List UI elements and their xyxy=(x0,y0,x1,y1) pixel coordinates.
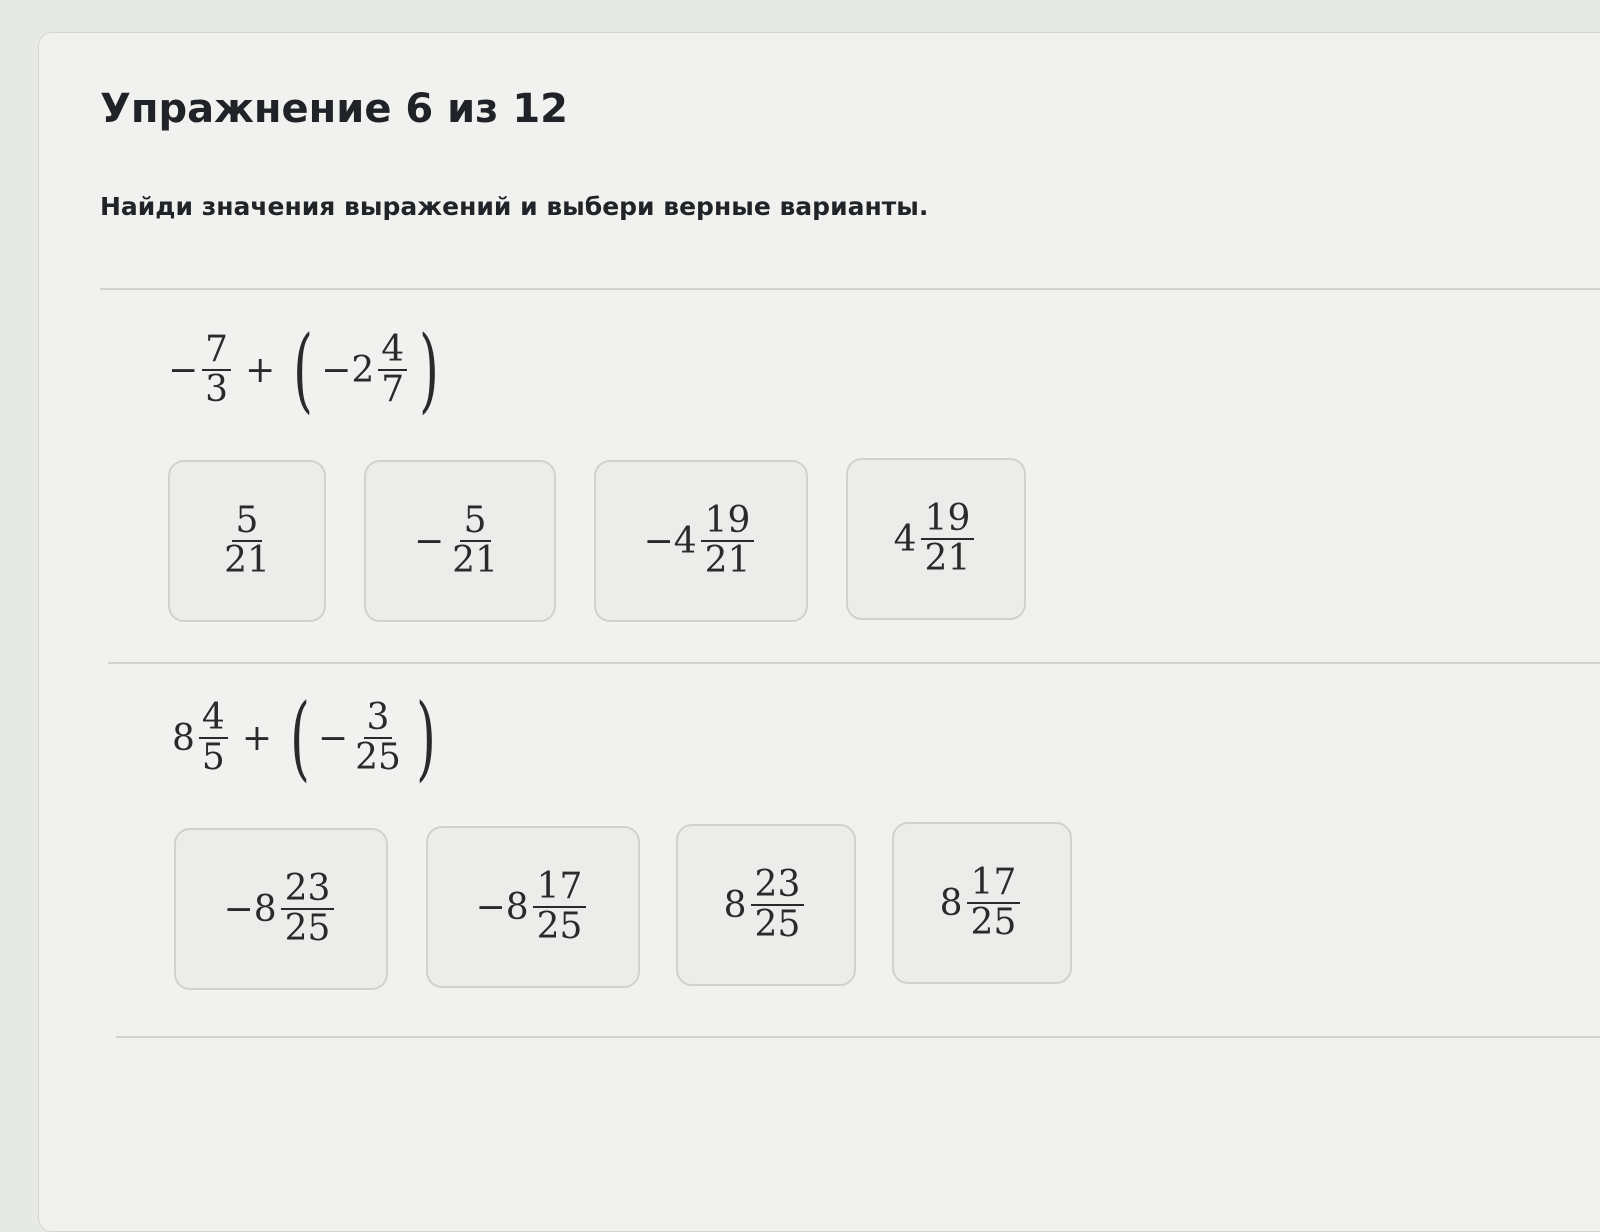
numerator: 4 xyxy=(199,699,228,739)
denominator: 21 xyxy=(224,540,270,581)
denominator: 21 xyxy=(924,538,971,579)
numerator: 7 xyxy=(202,331,231,371)
numerator: 17 xyxy=(967,864,1021,904)
option-sign: − xyxy=(414,520,445,562)
option-value xyxy=(724,866,809,944)
option-whole: 4 xyxy=(893,518,917,560)
denominator: 5 xyxy=(201,737,225,778)
fraction xyxy=(199,699,228,777)
numerator: 17 xyxy=(533,868,587,908)
exercise-title: Упражнение 6 из 12 xyxy=(100,86,569,132)
fraction xyxy=(751,866,805,944)
numerator: 23 xyxy=(281,870,335,910)
close-paren: ) xyxy=(419,316,439,423)
option-value xyxy=(414,502,506,580)
divider-bottom xyxy=(116,1036,1600,1038)
option-sign: − xyxy=(475,886,506,928)
q2-option-3[interactable] xyxy=(676,824,856,986)
option-value xyxy=(644,502,759,580)
numerator: 5 xyxy=(232,502,263,542)
fraction xyxy=(448,502,502,580)
q1-option-2[interactable] xyxy=(364,460,556,622)
q2-option-2[interactable] xyxy=(426,826,640,988)
whole-part: 8 xyxy=(172,717,195,759)
term-sign: − xyxy=(168,349,199,391)
q1-option-3[interactable] xyxy=(594,460,808,622)
denominator: 25 xyxy=(970,902,1017,943)
operator: + xyxy=(241,717,272,759)
fraction xyxy=(378,331,407,409)
fraction xyxy=(967,864,1021,942)
q1-option-4[interactable] xyxy=(846,458,1026,620)
numerator: 19 xyxy=(701,502,755,542)
option-whole: 8 xyxy=(505,886,529,928)
fraction xyxy=(533,868,587,946)
numerator: 5 xyxy=(460,502,491,542)
option-value xyxy=(476,868,591,946)
denominator: 7 xyxy=(381,369,405,410)
option-whole: 4 xyxy=(673,520,697,562)
question-2-expression xyxy=(172,684,444,791)
option-whole: 8 xyxy=(723,884,747,926)
q2-option-4[interactable] xyxy=(892,822,1072,984)
option-value xyxy=(894,500,979,578)
denominator: 25 xyxy=(754,904,801,945)
whole-part: 2 xyxy=(351,349,375,391)
operator: + xyxy=(245,349,276,391)
option-value xyxy=(940,864,1025,942)
option-value xyxy=(216,502,278,580)
fraction xyxy=(281,870,335,948)
divider-top xyxy=(100,288,1600,290)
term-sign: − xyxy=(321,349,352,391)
term-sign: − xyxy=(317,717,349,759)
fraction xyxy=(921,500,975,578)
denominator: 3 xyxy=(205,369,229,410)
denominator: 21 xyxy=(704,540,751,581)
fraction xyxy=(352,699,404,777)
exercise-instruction: Найди значения выражений и выбери верные варианты. xyxy=(100,192,929,221)
numerator: 23 xyxy=(751,866,805,906)
q2-option-1[interactable] xyxy=(174,828,388,990)
option-sign: − xyxy=(223,888,254,930)
denominator: 25 xyxy=(284,908,331,949)
numerator: 3 xyxy=(364,699,393,739)
numerator: 19 xyxy=(921,500,975,540)
open-paren: ( xyxy=(293,316,314,423)
fraction xyxy=(220,502,274,580)
close-paren: ) xyxy=(415,684,436,791)
option-whole: 8 xyxy=(253,888,277,930)
denominator: 25 xyxy=(536,906,583,947)
option-sign: − xyxy=(643,520,674,562)
option-whole: 8 xyxy=(939,882,963,924)
divider-middle xyxy=(108,662,1600,664)
option-value xyxy=(224,870,339,948)
denominator: 21 xyxy=(452,540,498,581)
question-1-expression xyxy=(168,316,447,423)
fraction xyxy=(202,331,231,409)
denominator: 25 xyxy=(355,737,401,778)
numerator: 4 xyxy=(378,331,407,371)
fraction xyxy=(701,502,755,580)
q1-option-1[interactable] xyxy=(168,460,326,622)
open-paren: ( xyxy=(290,684,310,791)
